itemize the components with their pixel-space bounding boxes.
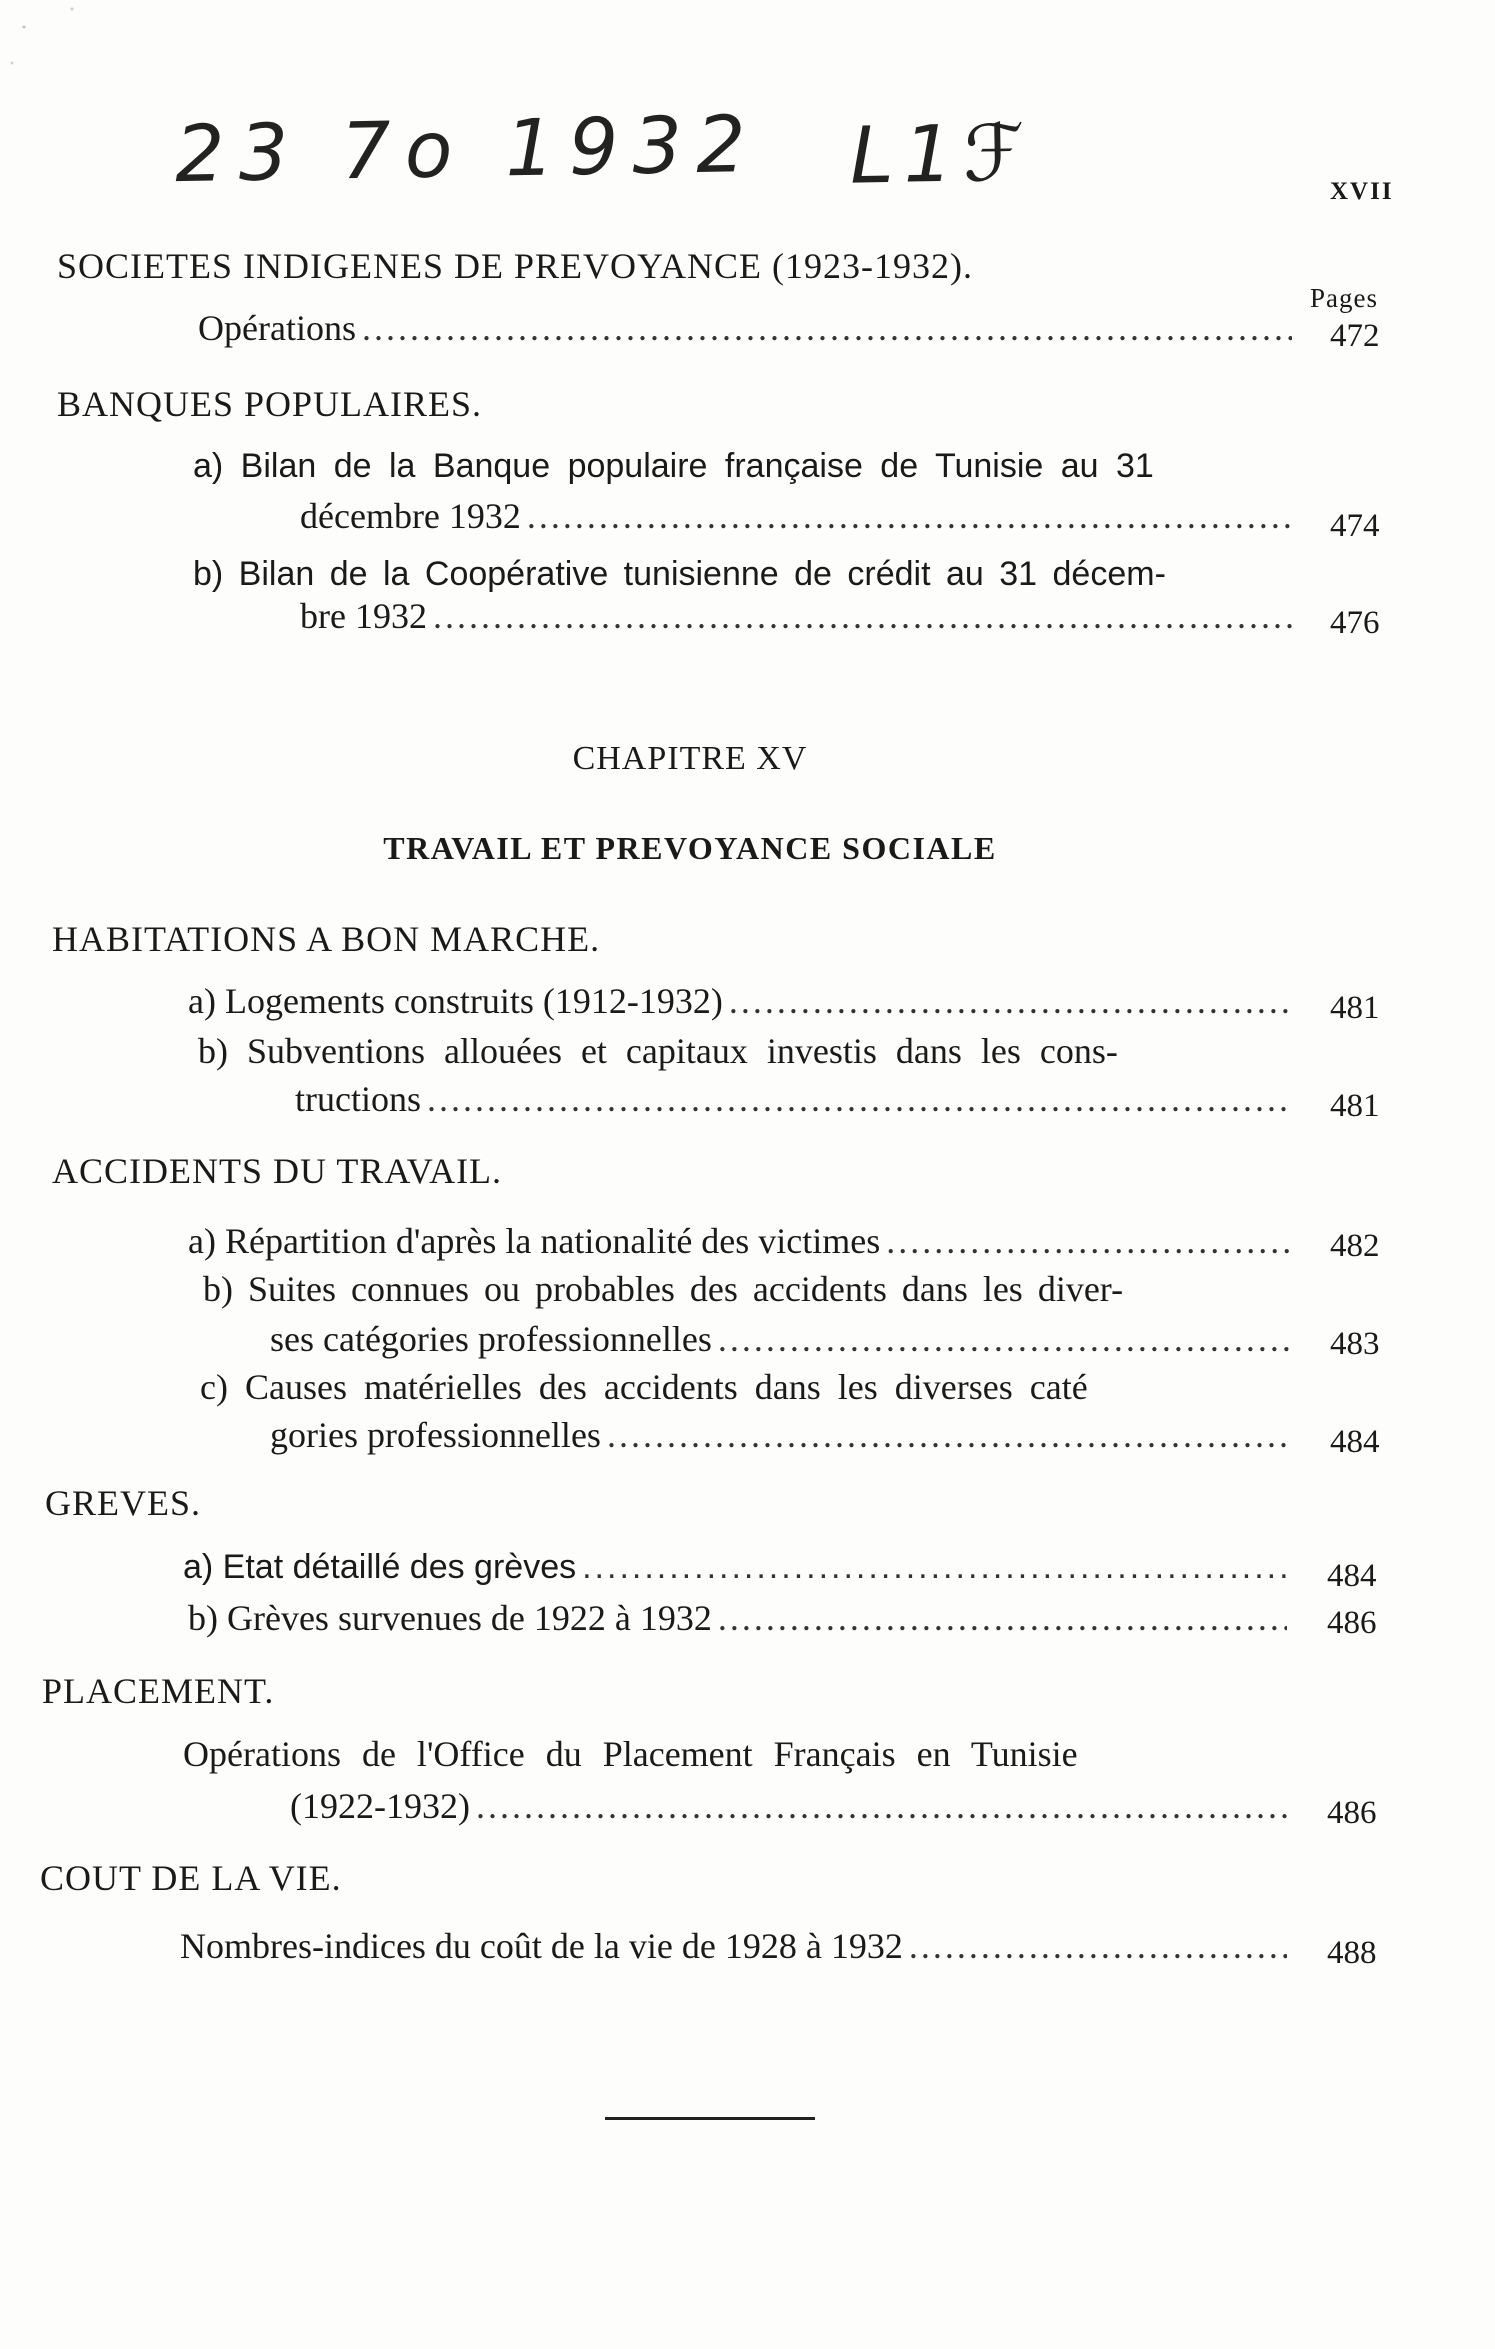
folio: XVII [1330,178,1394,205]
entry-line: b) Subventions allouées et capitaux investis dans les cons- [198,1031,1118,1071]
entry-text: a) Logements construits (1912-1932) [188,981,723,1021]
entry-text: ses catégories professionnelles [270,1319,712,1359]
page-number: 481 [1330,1088,1380,1124]
leader-dots [718,1318,1292,1360]
section-title-habitations: HABITATIONS A BON MARCHE. [52,919,601,959]
entry-line: Opérations de l'Office du Placement Français en Tunisie [183,1734,1078,1774]
page-number: 482 [1330,1228,1380,1264]
toc-entry-bilan-banque[interactable] [300,495,1298,537]
entry-line: b) Suites connues ou probables des accidents dans les diver- [203,1269,1124,1309]
page-number: 481 [1330,990,1380,1026]
page-number: 486 [1327,1605,1377,1641]
toc-entry-nombres-indices[interactable] [180,1925,1293,1967]
leader-dots [362,307,1292,349]
entry-line: c) Causes matérielles des accidents dans les diverses caté [200,1367,1088,1407]
page-number: 483 [1330,1326,1380,1362]
leader-dots [909,1925,1287,1967]
toc-entry-subventions[interactable] [295,1078,1298,1120]
entry-text: (1922-1932) [290,1786,470,1826]
leader-dots [582,1548,1287,1587]
entry-text: décembre 1932 [300,496,521,536]
leader-dots [427,1078,1292,1120]
leader-dots [607,1414,1292,1456]
entry-line: a) Bilan de la Banque populaire française de Tunisie au 31 [193,447,1154,485]
pages-label: Pages [1310,283,1378,313]
section-title-placement: PLACEMENT. [42,1671,275,1711]
chapter-number: CHAPITRE XV [572,740,808,777]
closing-rule [605,2117,815,2120]
entry-text: tructions [295,1079,421,1119]
toc-entry-suites[interactable] [270,1318,1298,1360]
section-title-societes: SOCIETES INDIGENES DE PREVOYANCE (1923-1932). [57,246,973,286]
entry-text: a) Etat détaillé des grèves [183,1548,577,1586]
toc-entry-bilan-cooperative[interactable] [300,595,1298,637]
page-number: 488 [1327,1935,1377,1971]
page-specks [0,0,120,90]
section-title-banques: BANQUES POPULAIRES. [57,384,483,424]
leader-dots [527,495,1292,537]
page-number: 484 [1330,1424,1380,1460]
toc-entry-placement[interactable] [290,1785,1293,1827]
entry-text: Opérations [198,308,356,348]
page-number: 486 [1327,1795,1377,1831]
page-number: 474 [1330,508,1380,544]
chapter-title: TRAVAIL ET PREVOYANCE SOCIALE [383,830,997,866]
handwritten-number: 23 7o 1932 [174,99,761,201]
entry-text: gories professionnelles [270,1415,601,1455]
toc-entry-causes[interactable] [270,1414,1298,1456]
section-title-cout-vie: COUT DE LA VIE. [40,1858,342,1898]
leader-dots [886,1220,1292,1262]
entry-text: Nombres-indices du coût de la vie de 1928 à 1932 [180,1926,903,1966]
leader-dots [433,595,1292,637]
handwritten-code: L1ℱ [849,108,1036,202]
page-number: 484 [1327,1558,1377,1594]
leader-dots [718,1597,1287,1639]
toc-entry-operations[interactable] [198,307,1298,349]
page-number: 472 [1330,318,1380,354]
toc-entry-logements[interactable] [188,980,1298,1022]
toc-entry-greves-survenues[interactable] [188,1597,1293,1639]
toc-entry-repartition[interactable] [188,1220,1298,1262]
section-title-accidents: ACCIDENTS DU TRAVAIL. [52,1151,503,1191]
entry-text: b) Grèves survenues de 1922 à 1932 [188,1598,712,1638]
entry-line: b) Bilan de la Coopérative tunisienne de crédit au 31 décem- [193,555,1166,593]
page-number: 476 [1330,605,1380,641]
section-title-greves: GREVES. [45,1483,202,1523]
leader-dots [476,1785,1287,1827]
entry-text: a) Répartition d'après la nationalité des victimes [188,1221,881,1261]
leader-dots [729,980,1292,1022]
entry-text: bre 1932 [300,596,427,636]
toc-entry-etat-greves[interactable] [183,1548,1293,1587]
